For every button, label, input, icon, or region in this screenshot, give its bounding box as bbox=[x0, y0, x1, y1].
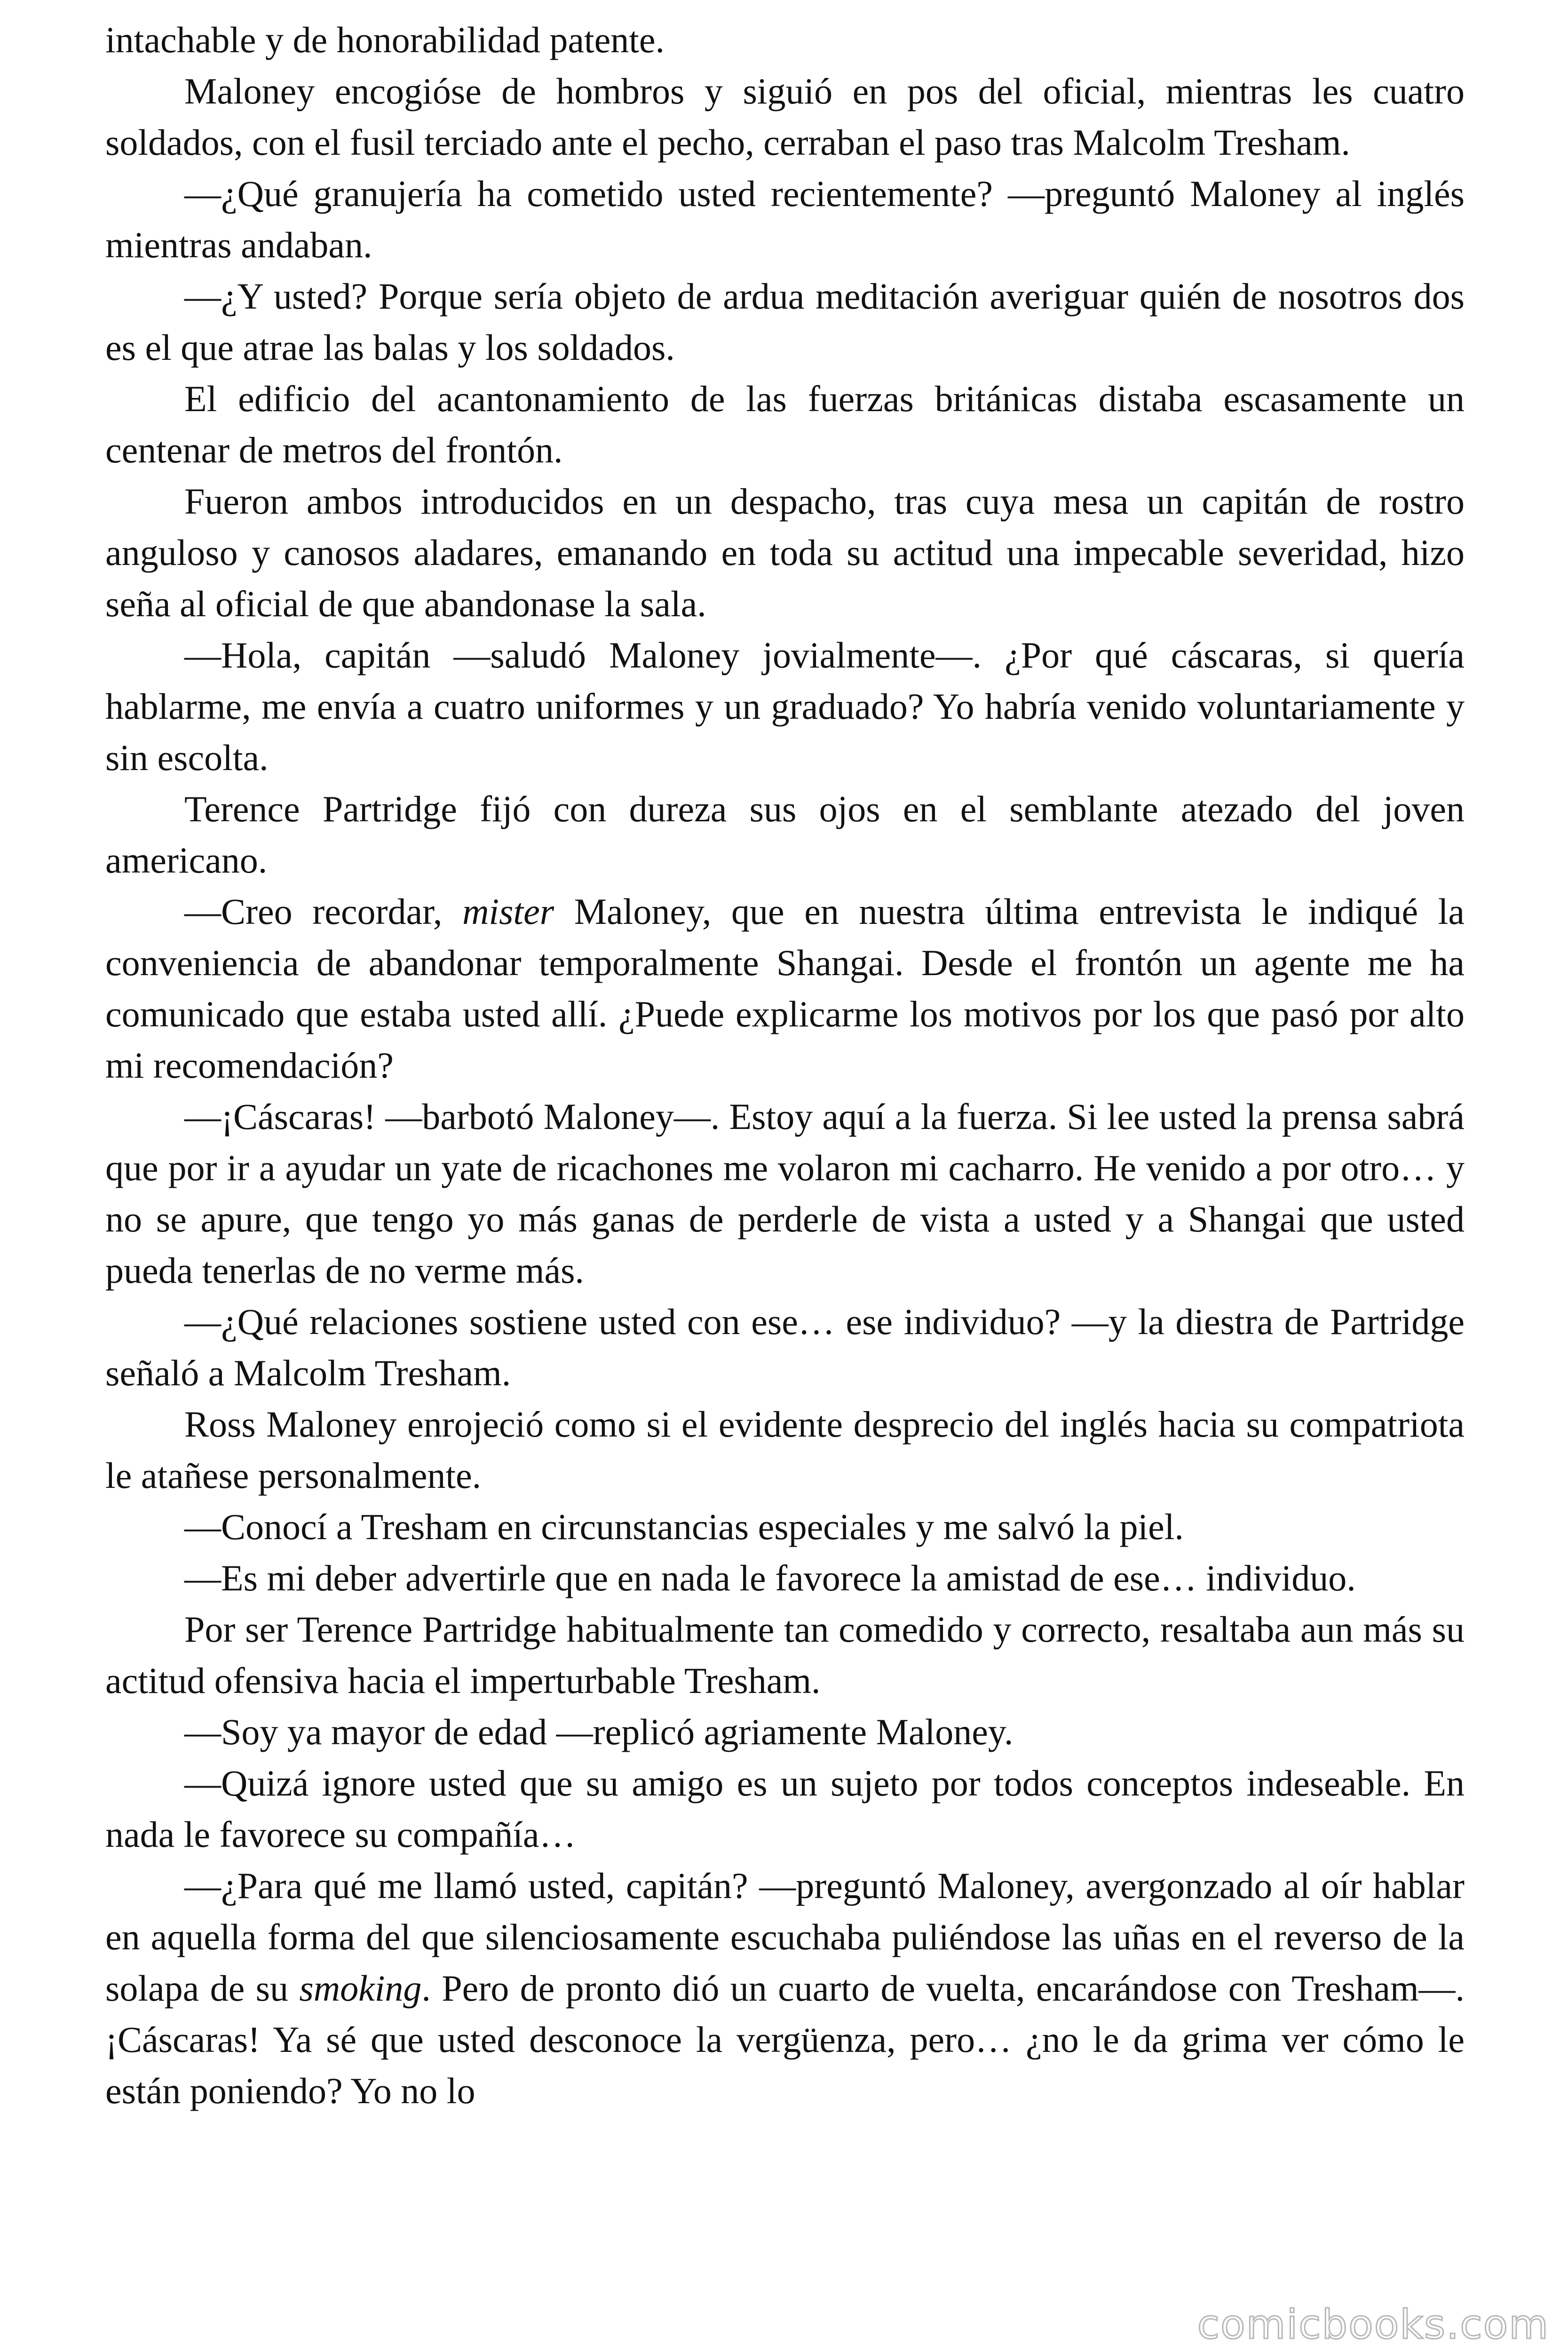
paragraph bbox=[105, 1706, 1465, 1757]
text-run: . Pero de pronto dió un cuarto de vuelta, encarándose con Tresham—. ¡Cáscaras! Ya sé que usted desconoce la vergüenza, pero… ¿no le da grima ver cómo le están poniendo? Yo no lo bbox=[105, 1968, 1465, 2111]
page-body bbox=[105, 14, 1465, 2116]
paragraph bbox=[105, 1501, 1465, 1552]
paragraph bbox=[105, 14, 1465, 65]
text-run: —Soy ya mayor de edad —replicó agriamente Maloney. bbox=[184, 1711, 1014, 1752]
text-run: Maloney encogióse de hombros y siguió en pos del oficial, mientras les cuatro soldados, con el fusil terciado ante el pecho, cerraban el paso tras Malcolm Tresham. bbox=[105, 71, 1465, 163]
paragraph bbox=[105, 270, 1465, 373]
text-run: —¿Para qué me llamó usted, capitán? —preguntó Maloney, avergonzado al oír hablar en aquella forma del que silenciosamente escuchaba puliéndose las uñas en el reverso de la solapa de su bbox=[105, 1865, 1465, 2009]
text-run: —Conocí a Tresham en circunstancias especiales y me salvó la piel. bbox=[184, 1506, 1184, 1547]
text-run: Terence Partridge fijó con dureza sus ojos en el semblante atezado del joven americano. bbox=[105, 788, 1465, 881]
watermark: comicbooks.com bbox=[1197, 2301, 1549, 2348]
paragraph bbox=[105, 1860, 1465, 2116]
paragraph bbox=[105, 1757, 1465, 1860]
paragraph bbox=[105, 1552, 1465, 1604]
paragraph bbox=[105, 886, 1465, 1091]
text-run: intachable y de honorabilidad patente. bbox=[105, 19, 665, 60]
paragraph bbox=[105, 1398, 1465, 1501]
italic-text: mister bbox=[462, 891, 554, 932]
text-run: Fueron ambos introducidos en un despacho, tras cuya mesa un capitán de rostro anguloso y canosos aladares, emanando en toda su actitud una impecable severidad, hizo seña al oficial de que abandonase la sala. bbox=[105, 481, 1465, 624]
text-run: Ross Maloney enrojeció como si el evidente desprecio del inglés hacia su compatriota le atañese personalmente. bbox=[105, 1404, 1465, 1496]
paragraph bbox=[105, 1296, 1465, 1398]
paragraph bbox=[105, 65, 1465, 168]
text-run: —¿Y usted? Porque sería objeto de ardua meditación averiguar quién de nosotros dos es el que atrae las balas y los soldados. bbox=[105, 276, 1465, 368]
text-run: —Es mi deber advertirle que en nada le favorece la amistad de ese… individuo. bbox=[184, 1557, 1356, 1598]
paragraph bbox=[105, 1091, 1465, 1296]
text-run: El edificio del acantonamiento de las fuerzas británicas distaba escasamente un centenar de metros del frontón. bbox=[105, 378, 1465, 470]
paragraph bbox=[105, 783, 1465, 886]
text-run: —¿Qué relaciones sostiene usted con ese… ese individuo? —y la diestra de Partridge señaló a Malcolm Tresham. bbox=[105, 1301, 1465, 1393]
paragraph bbox=[105, 1604, 1465, 1706]
text-run: —¡Cáscaras! —barbotó Maloney—. Estoy aquí a la fuerza. Si lee usted la prensa sabrá que por ir a ayudar un yate de ricachones me volaron mi cacharro. He venido a por otro… y no se apure, que tengo yo más ganas de perderle de vista a usted y a Shangai que usted pueda tenerlas de no verme más. bbox=[105, 1096, 1465, 1291]
paragraph bbox=[105, 476, 1465, 629]
text-run: Por ser Terence Partridge habitualmente tan comedido y correcto, resaltaba aun más su actitud ofensiva hacia el imperturbable Tresham. bbox=[105, 1609, 1465, 1701]
text-run: —¿Qué granujería ha cometido usted recientemente? —preguntó Maloney al inglés mientras andaban. bbox=[105, 173, 1465, 265]
paragraph bbox=[105, 629, 1465, 783]
paragraph bbox=[105, 373, 1465, 476]
paragraph bbox=[105, 168, 1465, 270]
italic-text: smoking bbox=[299, 1968, 422, 2009]
text-run: —Quizá ignore usted que su amigo es un sujeto por todos conceptos indeseable. En nada le favorece su compañía… bbox=[105, 1763, 1465, 1855]
text-run: —Hola, capitán —saludó Maloney jovialmente—. ¿Por qué cáscaras, si quería hablarme, me envía a cuatro uniformes y un graduado? Yo habría venido voluntariamente y sin escolta. bbox=[105, 635, 1465, 778]
text-run: Maloney, que en nuestra última entrevista le indiqué la conveniencia de abandonar temporalmente Shangai. Desde el frontón un agente me ha comunicado que estaba usted allí. ¿Puede explicarme los motivos por los que pasó por alto mi recomendación? bbox=[105, 891, 1465, 1086]
text-run: —Creo recordar, bbox=[184, 891, 463, 932]
